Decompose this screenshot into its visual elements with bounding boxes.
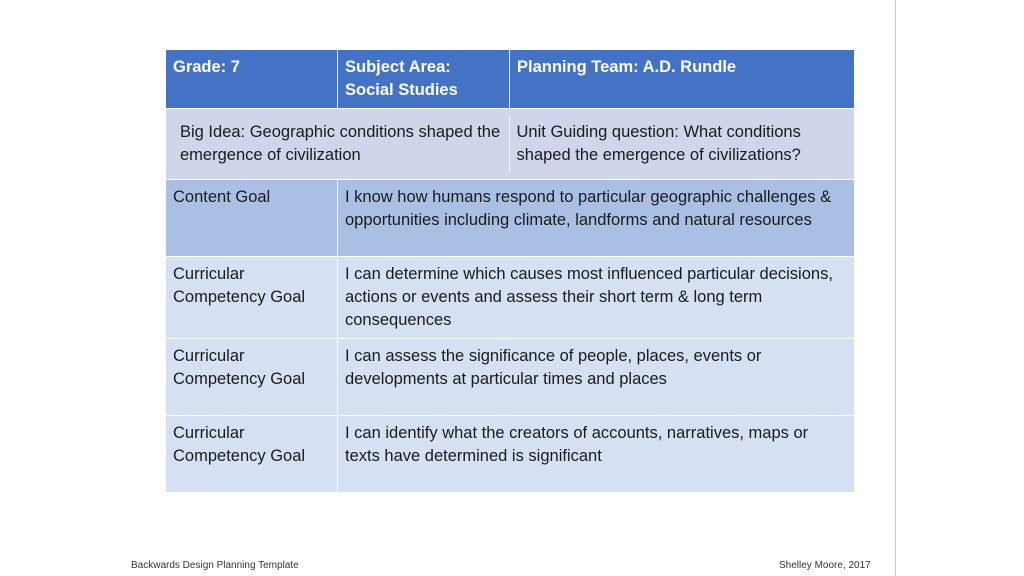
goal-text: I can determine which causes most influenced particular decisions, actions or events and assess their short term & long term consequences — [338, 257, 855, 339]
slide-edge-divider — [895, 0, 896, 576]
planning-team-cell: Planning Team: A.D. Rundle — [510, 50, 855, 109]
subject-area-cell: Subject Area: Social Studies — [338, 50, 510, 109]
goal-row — [166, 257, 855, 339]
big-idea-cell: Big Idea: Geographic conditions shaped the emergence of civilization — [173, 115, 510, 173]
goal-text: I know how humans respond to particular geographic challenges & opportunities including climate, landforms and natural resources — [338, 180, 855, 257]
guiding-question-cell: Unit Guiding question: What conditions shaped the emergence of civilizations? — [516, 123, 801, 164]
grade-cell: Grade: 7 — [166, 50, 338, 109]
goal-label: Curricular Competency Goal — [166, 339, 338, 416]
goal-row — [166, 416, 855, 493]
header-row — [166, 50, 855, 109]
goal-label: Curricular Competency Goal — [166, 416, 338, 493]
big-idea-row — [166, 109, 855, 180]
goal-text: I can assess the significance of people, places, events or developments at particular times and places — [338, 339, 855, 416]
footer-credit: Shelley Moore, 2017 — [779, 560, 871, 571]
planning-table — [165, 49, 855, 493]
goal-label: Curricular Competency Goal — [166, 257, 338, 339]
goal-label: Content Goal — [166, 180, 338, 257]
footer-title: Backwards Design Planning Template — [131, 560, 299, 571]
goal-text: I can identify what the creators of accounts, narratives, maps or texts have determined is significant — [338, 416, 855, 493]
goal-row — [166, 339, 855, 416]
goal-row — [166, 180, 855, 257]
